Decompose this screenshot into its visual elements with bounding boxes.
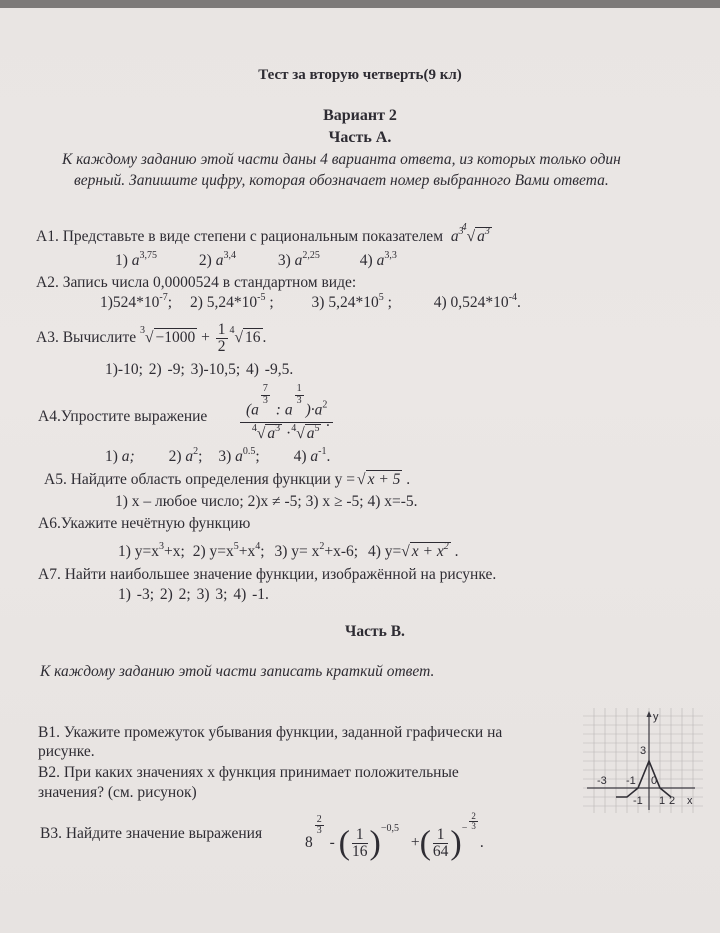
y-axis-label: y [653, 711, 659, 723]
part-b-heading: Часть В. [345, 623, 405, 640]
a1-option-4[interactable]: 4) $a^{3,3}$ [359, 250, 397, 269]
a2-option-2[interactable]: 2) $5,24*10^{-5}$ ; [189, 292, 274, 311]
question-b2-line1: В2. При каких значениях х функция принимает положительные [38, 764, 459, 781]
a1-text: А1. Представьте в виде степени с рациональным показателем [36, 228, 443, 245]
a4-expression: (a $\frac{7}{3}$ : a $\frac{1}{3}$ )$\cdot a^2$ $^4$√ $a^3 \cdot^4√$ $a^5$ [240, 384, 333, 443]
question-a2: А2. Запись числа 0,0000524 в стандартном виде: [36, 274, 357, 291]
a4-option-4[interactable]: 4) $a^{-1}$. [293, 446, 331, 465]
a5-options[interactable]: 1) х – любое число; 2)х ≠ -5; 3) х ≥ -5; 4) х=-5. [115, 493, 418, 510]
a6-option-2[interactable]: 2) $у=х^5+х^4$; [192, 541, 265, 560]
question-b2-line2: значения? (см. рисунок) [38, 784, 197, 801]
question-b1-line2: рисунке. [38, 743, 95, 760]
question-a4: А4.Упростите выражение [38, 408, 208, 425]
a2-option-3[interactable]: 3) $5,24*10^5$ ; [311, 292, 392, 311]
a1-options [115, 252, 397, 270]
page-title: Тест за вторую четверть(9 кл) [258, 67, 462, 83]
a2-option-4[interactable]: 4) $0,524*10^{-4}$. [433, 292, 521, 311]
tick-y-neg1: -1 [633, 795, 643, 807]
a6-option-4[interactable]: 4) у=√ $x + x^2$ . [367, 541, 459, 560]
a6-options [118, 543, 458, 561]
question-a1 [36, 222, 492, 246]
a1-option-2[interactable]: 2) $a^{3,4}$ [198, 250, 236, 269]
question-a3: А3. Вычислите $^3$√ −1000 + $\frac{1}{2}$ $^4$√ 16 . [36, 320, 267, 355]
a4-option-1[interactable]: 1) a; [105, 448, 135, 465]
part-b-instruction: К каждому заданию этой части записать краткий ответ. [40, 663, 435, 680]
a4-end: . [326, 413, 330, 430]
a4-options [105, 448, 330, 466]
tick-x-1: 1 [659, 795, 666, 807]
variant-heading: Вариант 2 [323, 107, 397, 124]
a1-option-1[interactable]: 1) $a^{3,75}$ [115, 250, 158, 269]
a4-option-2[interactable]: 2) $a^2$; [168, 446, 203, 465]
question-b3: В3. Найдите значение выражения [40, 825, 263, 842]
tick-x-2: 2 [669, 795, 676, 807]
a6-option-3[interactable]: 3) $у= х^2+х-6$; [274, 541, 359, 560]
a7-options[interactable]: 1) -3; 2) 2; 3) 3; 4) -1. [118, 586, 269, 603]
a1-option-3[interactable]: 3) $a^{2,25}$ [277, 250, 320, 269]
function-graph [583, 708, 703, 813]
part-a-instruction-line2: верный. Запишите цифру, которая обозначает номер выбранного Вами ответа. [74, 172, 609, 189]
a3-fraction: $\frac{1}{2}$ [217, 320, 226, 355]
b3-expression: 8 $\frac{2}{3}$ - ( $\frac{1}{16}$ )$^{-0,5}$ +( $\frac{1}{64}$ )− $\frac{2}{3}$ . [305, 810, 484, 862]
part-a-heading: Часть А. [328, 129, 392, 146]
y-axis-arrow-icon [647, 711, 652, 717]
tick-x-neg1: -1 [626, 775, 636, 787]
tick-y-3: 3 [640, 745, 647, 757]
x-axis-label: x [687, 795, 693, 807]
tick-origin: 0 [651, 775, 658, 787]
question-a6: А6.Укажите нечётную функцию [38, 515, 251, 532]
a1-expression: $a^{34}√$ $a^3$ [450, 222, 490, 245]
a4-option-3[interactable]: 3) $a^{0.5}$; [218, 446, 260, 465]
a3-text: А3. Вычислите [36, 329, 137, 346]
a3-options[interactable]: 1)-10; 2) -9; 3)-10,5; 4) -9,5. [105, 361, 294, 378]
question-a7: А7. Найти наибольшее значение функции, изображённой на рисунке. [38, 566, 497, 583]
question-a5: А5. Найдите область определения функции у = √ x + 5 . [44, 471, 411, 488]
part-a-instruction-line1: К каждому заданию этой части даны 4 варианта ответа, из которых только один [62, 151, 621, 168]
a2-options [100, 294, 521, 312]
a2-option-1[interactable]: $1)524*10^{-7}$; [100, 292, 173, 311]
question-b1-line1: В1. Укажите промежуток убывания функции, заданной графически на [38, 724, 503, 741]
a6-option-1[interactable]: 1) $у=х^3+х$; [118, 541, 185, 560]
tick-x-neg3: -3 [597, 775, 607, 787]
